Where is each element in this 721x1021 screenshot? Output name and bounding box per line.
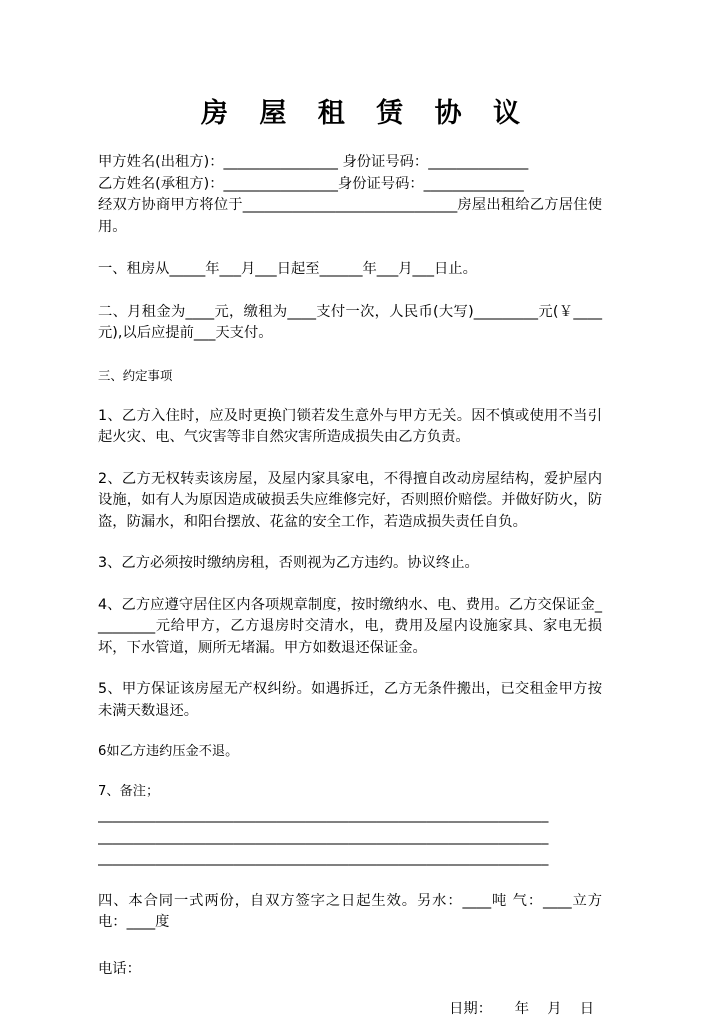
document-body <box>98 152 602 1021</box>
item-7: 7、备注； <box>98 784 160 799</box>
date-line: 日期： 年 月 日 <box>449 1001 594 1017</box>
clause-4: 四、本合同一式两份，自双方签字之日起生效。另水：____吨 气：____立方 电：____度 <box>98 892 602 930</box>
item-5: 5、甲方保证该房屋无产权纠纷。如遇拆迁，乙方无条件搬出，已交租金甲方按未满天数退还。 <box>98 681 602 719</box>
item-4: 4、乙方应遵守居住区内各项规章制度，按时缴纳水、电、费用。乙方交保证金_________元给甲方，乙方退房时交清水，电，费用及屋内设施家具、家电无损坏，下水管道，厕所无堵漏。甲方如数退还保证金。 <box>98 596 602 656</box>
notes-blank-lines <box>98 805 602 870</box>
notes-blank-line: _______________________________________________________________ <box>98 807 549 823</box>
party-b-line: 乙方姓名(承租方)：________________身份证号码：______________ <box>98 175 524 192</box>
notes-blank-line: _______________________________________________________________ <box>98 850 549 866</box>
page-title: 房 屋 租 赁 协 议 <box>201 98 531 129</box>
notes-blank-line: _______________________________________________________________ <box>98 828 549 845</box>
item-2: 2、乙方无权转卖该房屋，及屋内家具家电，不得擅自改动房屋结构，爱护屋内设施，如有人为原因造成破损丢失应维修完好，否则照价赔偿。并做好防火，防盗，防漏水，和阳台摆放、花盆的安全工作，若造成损失责任自负。 <box>98 470 602 530</box>
phone-label: 电话： <box>98 960 141 977</box>
clause-2: 二、月租金为____元，缴租为____支付一次，人民币(大写)_________元(￥____元),以后应提前___天支付。 <box>98 303 602 341</box>
clause-1: 一、租房从_____年___月___日起至______年___月___日止。 <box>98 261 477 277</box>
premises-line: 经双方协商甲方将位于______________________________房屋出租给乙方居住使用。 <box>98 197 602 235</box>
item-3: 3、乙方必须按时缴纳房租，否则视为乙方违约。协议终止。 <box>98 555 479 571</box>
clause-3-heading: 三、约定事项 <box>98 367 173 383</box>
party-a-line: 甲方姓名(出租方)：________________ 身份证号码：______________ <box>98 154 529 170</box>
item-1: 1、乙方入住时，应及时更换门锁若发生意外与甲方无关。因不慎或使用不当引起火灾、电、气灾害等非自然灾害所造成损失由乙方负责。 <box>98 407 602 445</box>
item-6: 6如乙方违约压金不退。 <box>98 744 239 759</box>
